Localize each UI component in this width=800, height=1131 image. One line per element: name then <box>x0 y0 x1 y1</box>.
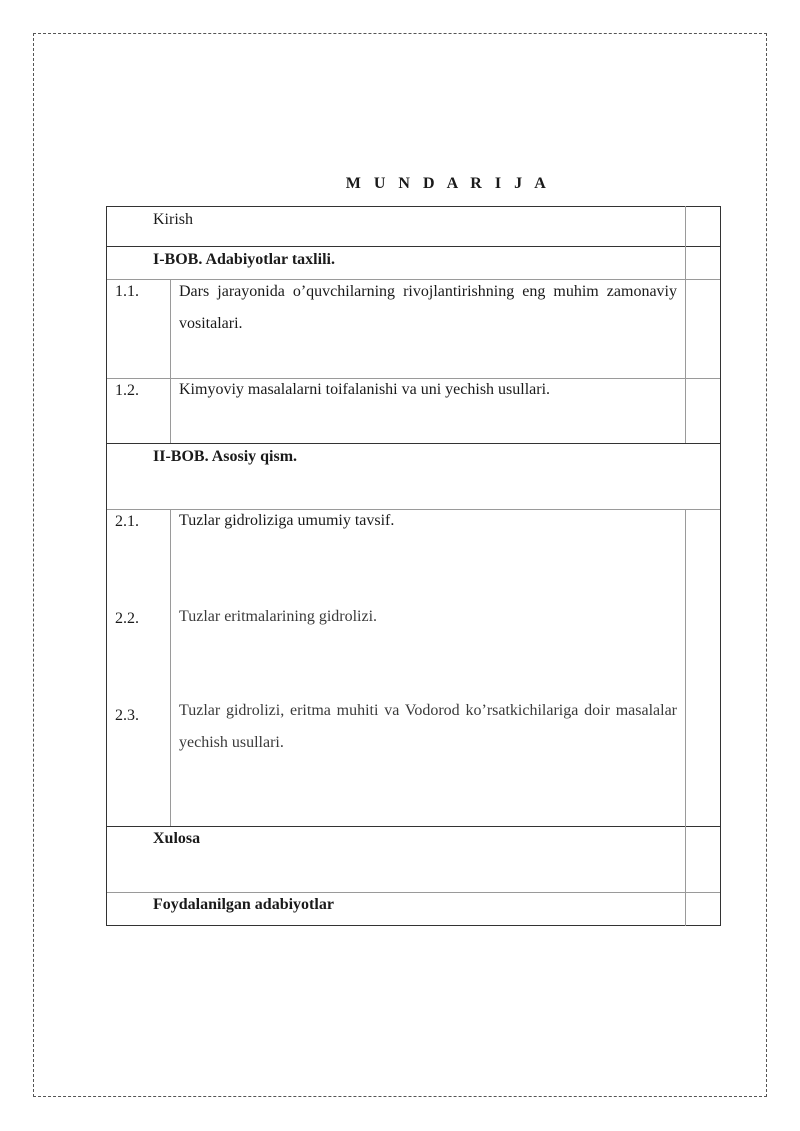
toc-conclusion: Xulosa <box>153 830 201 847</box>
item-number: 1.1. <box>115 283 139 300</box>
toc-item-text: Tuzlar gidrolizi, eritma muhiti va Vodorod ko’rsatkichilariga doir masalalar yechish usullari. <box>179 702 677 751</box>
toc-intro: Kirish <box>153 211 193 228</box>
toc-item-text: Dars jarayonida o’quvchilarning rivojlantirishning eng muhim zamonaviy vositalari. <box>179 283 677 332</box>
item-number: 2.2. <box>115 610 139 627</box>
table-rule <box>106 925 721 926</box>
table-rule <box>685 509 686 926</box>
table-rule <box>106 206 721 207</box>
toc-item-text: Kimyoviy masalalarni toifalanishi va uni yechish usullari. <box>179 381 551 398</box>
table-rule <box>720 206 721 926</box>
table-rule <box>170 279 171 443</box>
table-rule <box>685 206 686 443</box>
toc-references: Foydalanilgan adabiyotlar <box>153 896 334 913</box>
chapter-2-heading: II-BOB. Asosiy qism. <box>153 448 298 465</box>
chapter-1-heading: I-BOB. Adabiyotlar taxlili. <box>153 251 335 268</box>
table-of-contents <box>106 206 721 926</box>
page-title: M U N D A R I J A <box>345 175 551 192</box>
toc-item-text: Tuzlar eritmalarining gidrolizi. <box>179 608 378 625</box>
item-number: 2.3. <box>115 707 139 724</box>
table-rule <box>170 509 171 826</box>
table-rule <box>106 206 107 926</box>
item-number: 2.1. <box>115 513 139 530</box>
item-number: 1.2. <box>115 382 139 399</box>
toc-item-text: Tuzlar gidroliziga umumiy tavsif. <box>179 512 395 529</box>
